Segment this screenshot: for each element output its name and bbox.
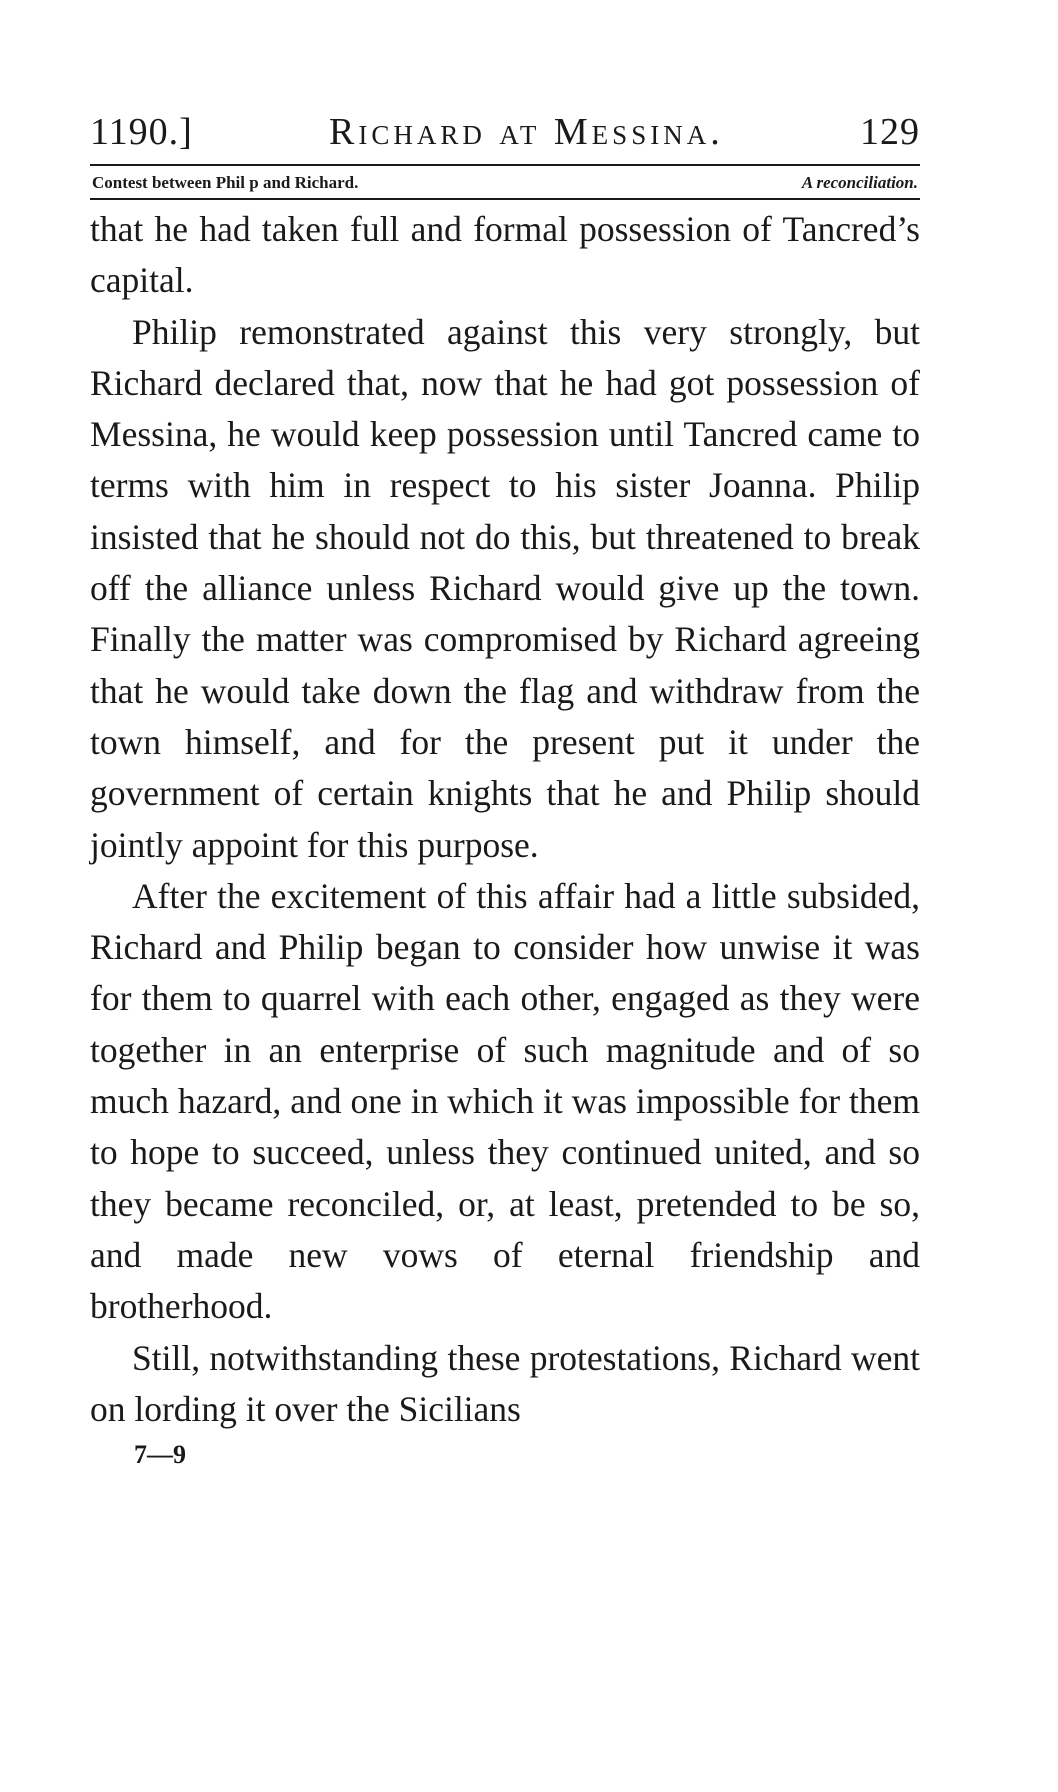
header-year: 1190.] xyxy=(90,111,193,153)
subhead-right: A reconciliation. xyxy=(801,173,918,192)
page-number: 129 xyxy=(860,111,920,153)
subhead-rule xyxy=(90,198,920,200)
paragraph: Philip remonstrated against this very strongly, but Richard declared that, now that he had got possession of Messina, he would keep possession until Tancred came to terms with him in respect to his sister Joanna. Philip insisted that he should not do this, but threatened to break off the alliance unless Richard would give up the town. Finally the matter was compromised by Richard agreeing that he would take down the flag and withdraw from the town himself, and for the present put it under the government of certain knights that he and Philip should jointly appoint for this purpose. xyxy=(90,311,920,865)
paragraph: After the excitement of this affair had a little subsided, Richard and Philip began to consider how unwise it was for them to quarrel with each other, engaged as they were together in an enterprise of such magnitude and of so much hazard, and one in which it was impossible for them to hope to succeed, unless they continued united, and so they became reconciled, or, at least, pretended to be so, and made new vows of eternal friendship and brotherhood. xyxy=(90,875,920,1327)
header-rule xyxy=(90,164,920,166)
header-title: Richard at Messina. xyxy=(329,111,724,153)
book-page xyxy=(90,110,920,1471)
marginal-subhead xyxy=(90,172,920,194)
signature-mark: 7—9 xyxy=(134,1440,186,1470)
body-text xyxy=(90,204,920,1435)
running-head xyxy=(90,110,920,154)
subhead-left: Contest between Phil p and Richard. xyxy=(92,173,359,192)
paragraph: that he had taken full and formal possession of Tancred’s capital. xyxy=(90,209,920,301)
paragraph: Still, notwithstanding these protestations, Richard went on lording it over the Sicilians xyxy=(90,1337,920,1429)
